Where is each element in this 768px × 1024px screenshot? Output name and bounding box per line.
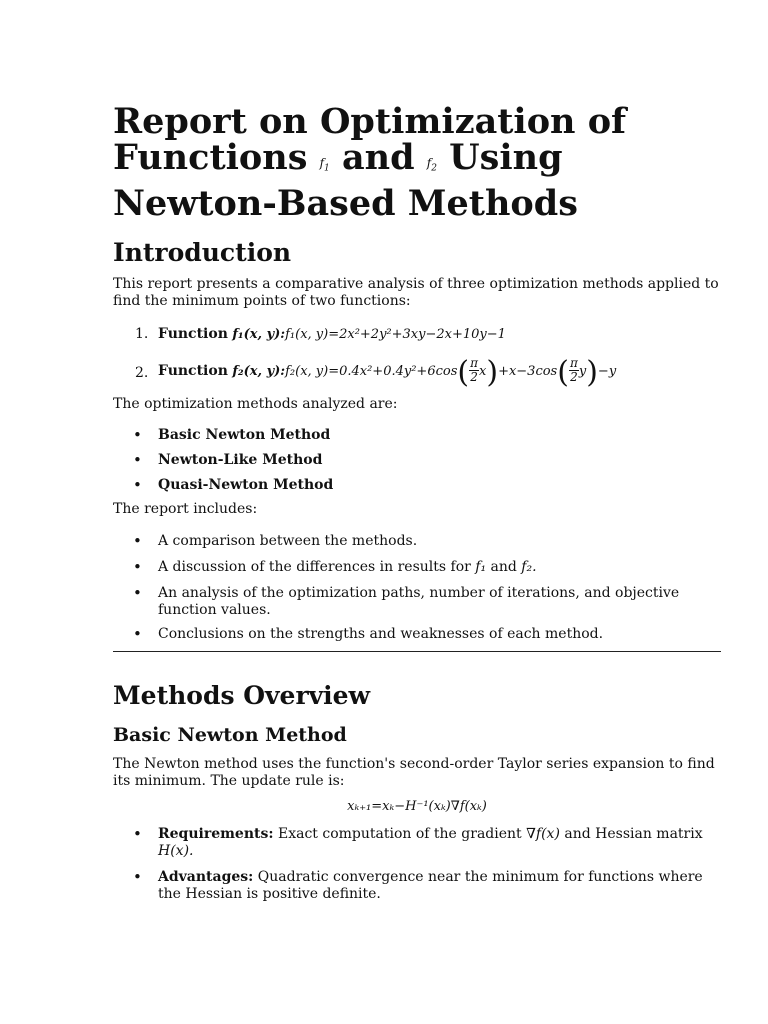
function-item-2: 2. Function f₂(x, y):f₂(x, y)=0.4x²+0.4y²+6cos( $\frac{\pi}{2}$ x)+x−3cos( $\frac{\pi}{2}$ y)−y bbox=[135, 354, 617, 390]
title-line-3: Newton-Based Methods bbox=[113, 183, 578, 225]
function-item-1: 1. Function f₁(x, y):f₁(x, y)=2x²+2y²+3xy−2x+10y−1 bbox=[135, 326, 506, 343]
methods-list bbox=[113, 427, 723, 494]
report-title bbox=[113, 101, 723, 225]
includes-item: • A comparison between the methods. bbox=[133, 532, 418, 551]
methods-overview-heading: Methods Overview bbox=[113, 681, 371, 711]
includes-item: • A discussion of the differences in results for f₁ and f₂. bbox=[133, 558, 537, 577]
title-line-1: Report on Optimization of bbox=[113, 101, 627, 142]
basic-newton-paragraph: The Newton method uses the function's second-order Taylor series expansion to find its minimum. The update rule is: bbox=[113, 756, 715, 790]
includes-item: • An analysis of the optimization paths, number of iterations, and objective function values. bbox=[133, 584, 680, 619]
pi-over-two-fraction: $\frac{\pi}{2}$ bbox=[569, 356, 578, 385]
title-f2-symbol: $f_2$ bbox=[426, 156, 437, 174]
method-item: • Newton-Like Method bbox=[133, 451, 323, 470]
introduction-heading: Introduction bbox=[113, 238, 292, 268]
functions-list bbox=[113, 326, 723, 390]
basic-newton-bullets bbox=[113, 826, 723, 903]
title-f1-symbol: $f_1$ bbox=[319, 156, 330, 174]
requirements-item: • Requirements: Exact computation of the gradient ∇f(x) and Hessian matrix H(x). bbox=[133, 825, 703, 860]
section-divider bbox=[113, 651, 721, 652]
method-item: • Basic Newton Method bbox=[133, 426, 331, 445]
pi-over-two-fraction: $\frac{\pi}{2}$ bbox=[470, 356, 478, 385]
newton-update-equation: xₖ₊₁=xₖ−H⁻¹(xₖ)∇f(xₖ) bbox=[347, 799, 487, 815]
includes-list bbox=[113, 533, 723, 643]
basic-newton-heading: Basic Newton Method bbox=[113, 724, 347, 747]
method-item: • Quasi-Newton Method bbox=[133, 476, 334, 495]
methods-intro: The optimization methods analyzed are: bbox=[113, 396, 398, 413]
includes-item: • Conclusions on the strengths and weaknesses of each method. bbox=[133, 625, 604, 644]
includes-intro: The report includes: bbox=[113, 501, 258, 518]
intro-paragraph: This report presents a comparative analysis of three optimization methods applied to find the minimum points of two functions: bbox=[113, 276, 719, 310]
advantages-item: • Advantages: Quadratic convergence near the minimum for functions where the Hessian is positive definite. bbox=[133, 868, 703, 903]
document-page bbox=[113, 101, 723, 903]
title-line-2: Functions $f_1$ and $f_2$ Using bbox=[113, 137, 563, 178]
